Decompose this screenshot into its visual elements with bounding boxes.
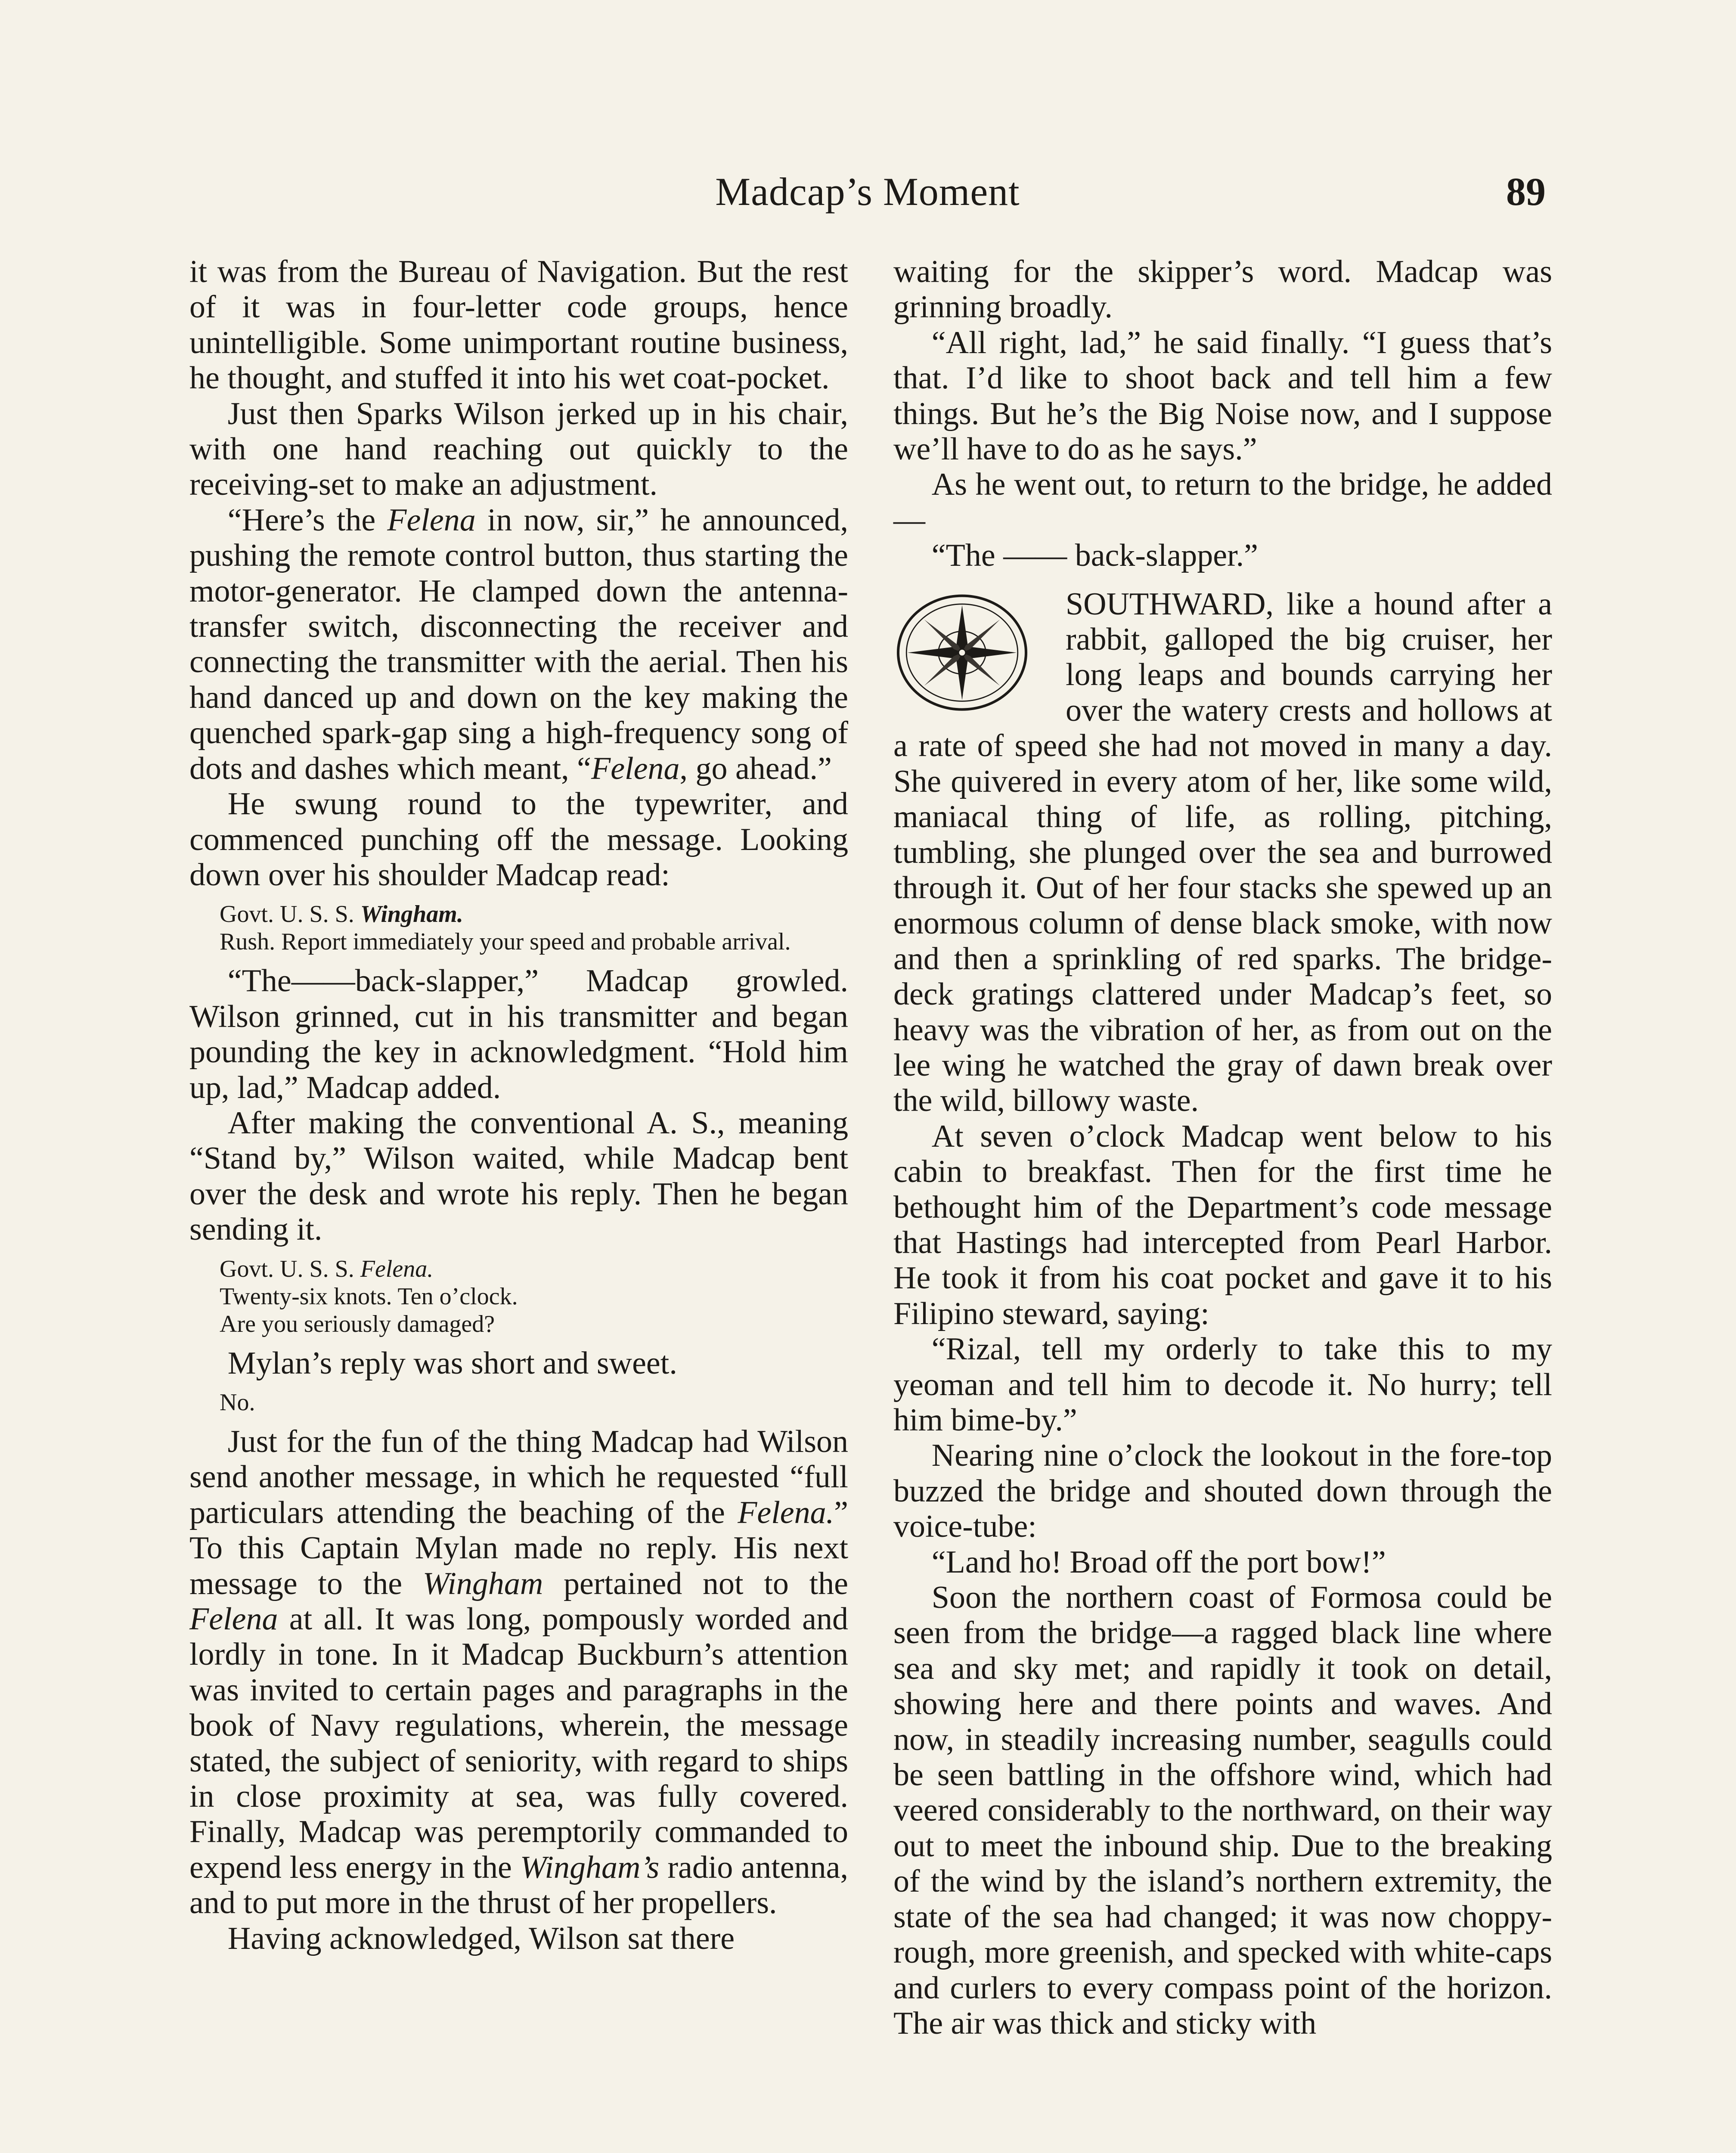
paragraph: Just then Sparks Wilson jerked up in his chair, with one hand reaching out quickly to the receiving-set to make an adjustment. bbox=[189, 396, 848, 503]
paragraph: Nearing nine o’clock the lookout in the fore-top buzzed the bridge and shouted down through the voice-tube: bbox=[893, 1438, 1552, 1545]
text-span: ” To this Captain Mylan made no reply. His next message to the bbox=[189, 1495, 848, 1601]
text-span: Govt. U. S. S. bbox=[220, 901, 360, 928]
message-line bbox=[220, 1255, 848, 1283]
ship-name: Wingham. bbox=[360, 901, 463, 928]
message-line: No. bbox=[220, 1389, 255, 1416]
ship-name: Wingham’s bbox=[520, 1849, 660, 1885]
section-break bbox=[893, 574, 1552, 586]
left-column bbox=[189, 254, 848, 1956]
paragraph: He swung round to the typewriter, and commenced punching off the message. Looking down over his shoulder Madcap read: bbox=[189, 786, 848, 893]
section-opening bbox=[893, 586, 1552, 1119]
page-number: 89 bbox=[1506, 170, 1546, 214]
message-line: Are you seriously damaged? bbox=[220, 1310, 495, 1337]
paragraph: Having acknowledged, Wilson sat there bbox=[227, 1920, 735, 1956]
text-span: pertained not to the bbox=[543, 1566, 848, 1601]
ship-name: Felena bbox=[189, 1601, 278, 1637]
message-line: Rush. Report immediately your speed and probable arrival. bbox=[220, 928, 791, 956]
paragraph bbox=[189, 1424, 848, 1921]
text-span: “Here’s the bbox=[227, 502, 388, 538]
paragraph: After making the conventional A. S., meaning “Stand by,” Wilson waited, while Madcap bent over the desk and wrote his reply. Then he began sending it. bbox=[189, 1105, 848, 1247]
paragraph: “The —— back-slapper.” bbox=[931, 538, 1258, 574]
paragraph: waiting for the skipper’s word. Madcap was grinning broadly. bbox=[893, 254, 1552, 325]
text-span: in now, sir,” he announced, pushing the remote control button, thus starting the motor-generator. He clamped down the antenna-transfer switch, disconnecting the receiver and connecting the transmitter with the aerial. Then his hand danced up and down on the key making the quenched spark-gap sing a high-frequency song of dots and dashes which meant, “ bbox=[189, 502, 848, 786]
running-head bbox=[189, 164, 1546, 220]
paragraph: “The——back-slapper,” Madcap growled. Wilson grinned, cut in his transmitter and began pounding the key in acknowledgment. “Hold him up, lad,” Madcap added. bbox=[189, 963, 848, 1105]
message-line: Twenty-six knots. Ten o’clock. bbox=[220, 1283, 518, 1310]
text-span: like a hound after a rabbit, galloped the big cruiser, her long leaps and bounds carrying her over the watery crests and hollows at a rate of speed she had not moved in many a day. She quivered in every atom of her, like some wild, maniacal thing of life, as rolling, pitching, tumbling, she plunged over the sea and burrowed through it. Out of her four stacks she spewed up an enormous column of dense black smoke, with now and then a sprinkling of red sparks. The bridge-deck gratings clattered under Madcap’s feet, so heavy was the vibration of her, as from out on the lee wing he watched the gray of dawn break over the wild, billowy waste. bbox=[893, 586, 1552, 1119]
paragraph: “Land ho! Broad off the port bow!” bbox=[931, 1544, 1386, 1580]
compass-rose-icon bbox=[893, 591, 1048, 716]
radio-message bbox=[220, 1389, 848, 1416]
text-span: Just for the fun of the thing Madcap had Wilson send another message, in which he requested “full particulars attending the beaching of the bbox=[189, 1424, 848, 1530]
text-span: at all. It was long, pompously worded and lordly in tone. In it Madcap Buckburn’s attention was invited to certain pages and paragraphs in the book of Navy regulations, wherein, the message stated, the subject of seniority, with regard to ships in close proximity at sea, was fully covered. Finally, Madcap was peremptorily commanded to expend less energy in the bbox=[189, 1601, 848, 1885]
paragraph: it was from the Bureau of Navigation. But the rest of it was in four-letter code groups, hence unintelligible. Some unimportant routine business, he thought, and stuffed it into his wet coat-pocket. bbox=[189, 254, 848, 396]
ship-name: Felena bbox=[387, 502, 476, 538]
ship-name: Felena. bbox=[738, 1495, 834, 1530]
section-lead-word: SOUTHWARD, bbox=[1066, 586, 1274, 622]
paragraph: At seven o’clock Madcap went below to his cabin to breakfast. Then for the first time he bethought him of the Department’s code message that Hastings had intercepted from Pearl Harbor. He took it from his coat pocket and gave it to his Filipino steward, saying: bbox=[893, 1118, 1552, 1331]
paragraph bbox=[189, 503, 848, 786]
radio-message bbox=[220, 1255, 848, 1338]
paragraph: As he went out, to return to the bridge, he added— bbox=[893, 467, 1552, 538]
ship-name: Felena. bbox=[360, 1255, 434, 1282]
paragraph: Soon the northern coast of Formosa could be seen from the bridge—a ragged black line where sea and sky met; and rapidly it took on detail, showing here and there points and waves. And now, in steadily increasing number, seagulls could be seen battling in the offshore wind, which had veered considerably to the northward, on their way out to meet the inbound ship. Due to the breaking of the wind by the island’s northern extremity, the state of the sea had changed; it was now choppy-rough, more greenish, and specked with white-caps and curlers to every compass point of the horizon. The air was thick and sticky with bbox=[893, 1580, 1552, 2041]
ship-name: Wingham bbox=[422, 1566, 543, 1601]
text-span: Govt. U. S. S. bbox=[220, 1255, 360, 1282]
text-span: , go ahead.” bbox=[679, 751, 832, 786]
compass-rose-svg bbox=[893, 591, 1035, 716]
right-column bbox=[893, 254, 1552, 2041]
paragraph: “All right, lad,” he said finally. “I guess that’s that. I’d like to shoot back and tell him a few things. But he’s the Big Noise now, and I suppose we’ll have to do as he says.” bbox=[893, 325, 1552, 467]
message-line bbox=[220, 900, 848, 928]
ship-name: Felena bbox=[591, 751, 680, 786]
paragraph: “Rizal, tell my orderly to take this to my yeoman and tell him to decode it. No hurry; tell him bime-by.” bbox=[893, 1331, 1552, 1438]
text-span: radio antenna, and to put more in the thrust of her propellers. bbox=[189, 1849, 849, 1921]
paragraph: Mylan’s reply was short and sweet. bbox=[227, 1345, 677, 1381]
radio-message bbox=[220, 900, 848, 956]
page-title: Madcap’s Moment bbox=[715, 170, 1020, 214]
